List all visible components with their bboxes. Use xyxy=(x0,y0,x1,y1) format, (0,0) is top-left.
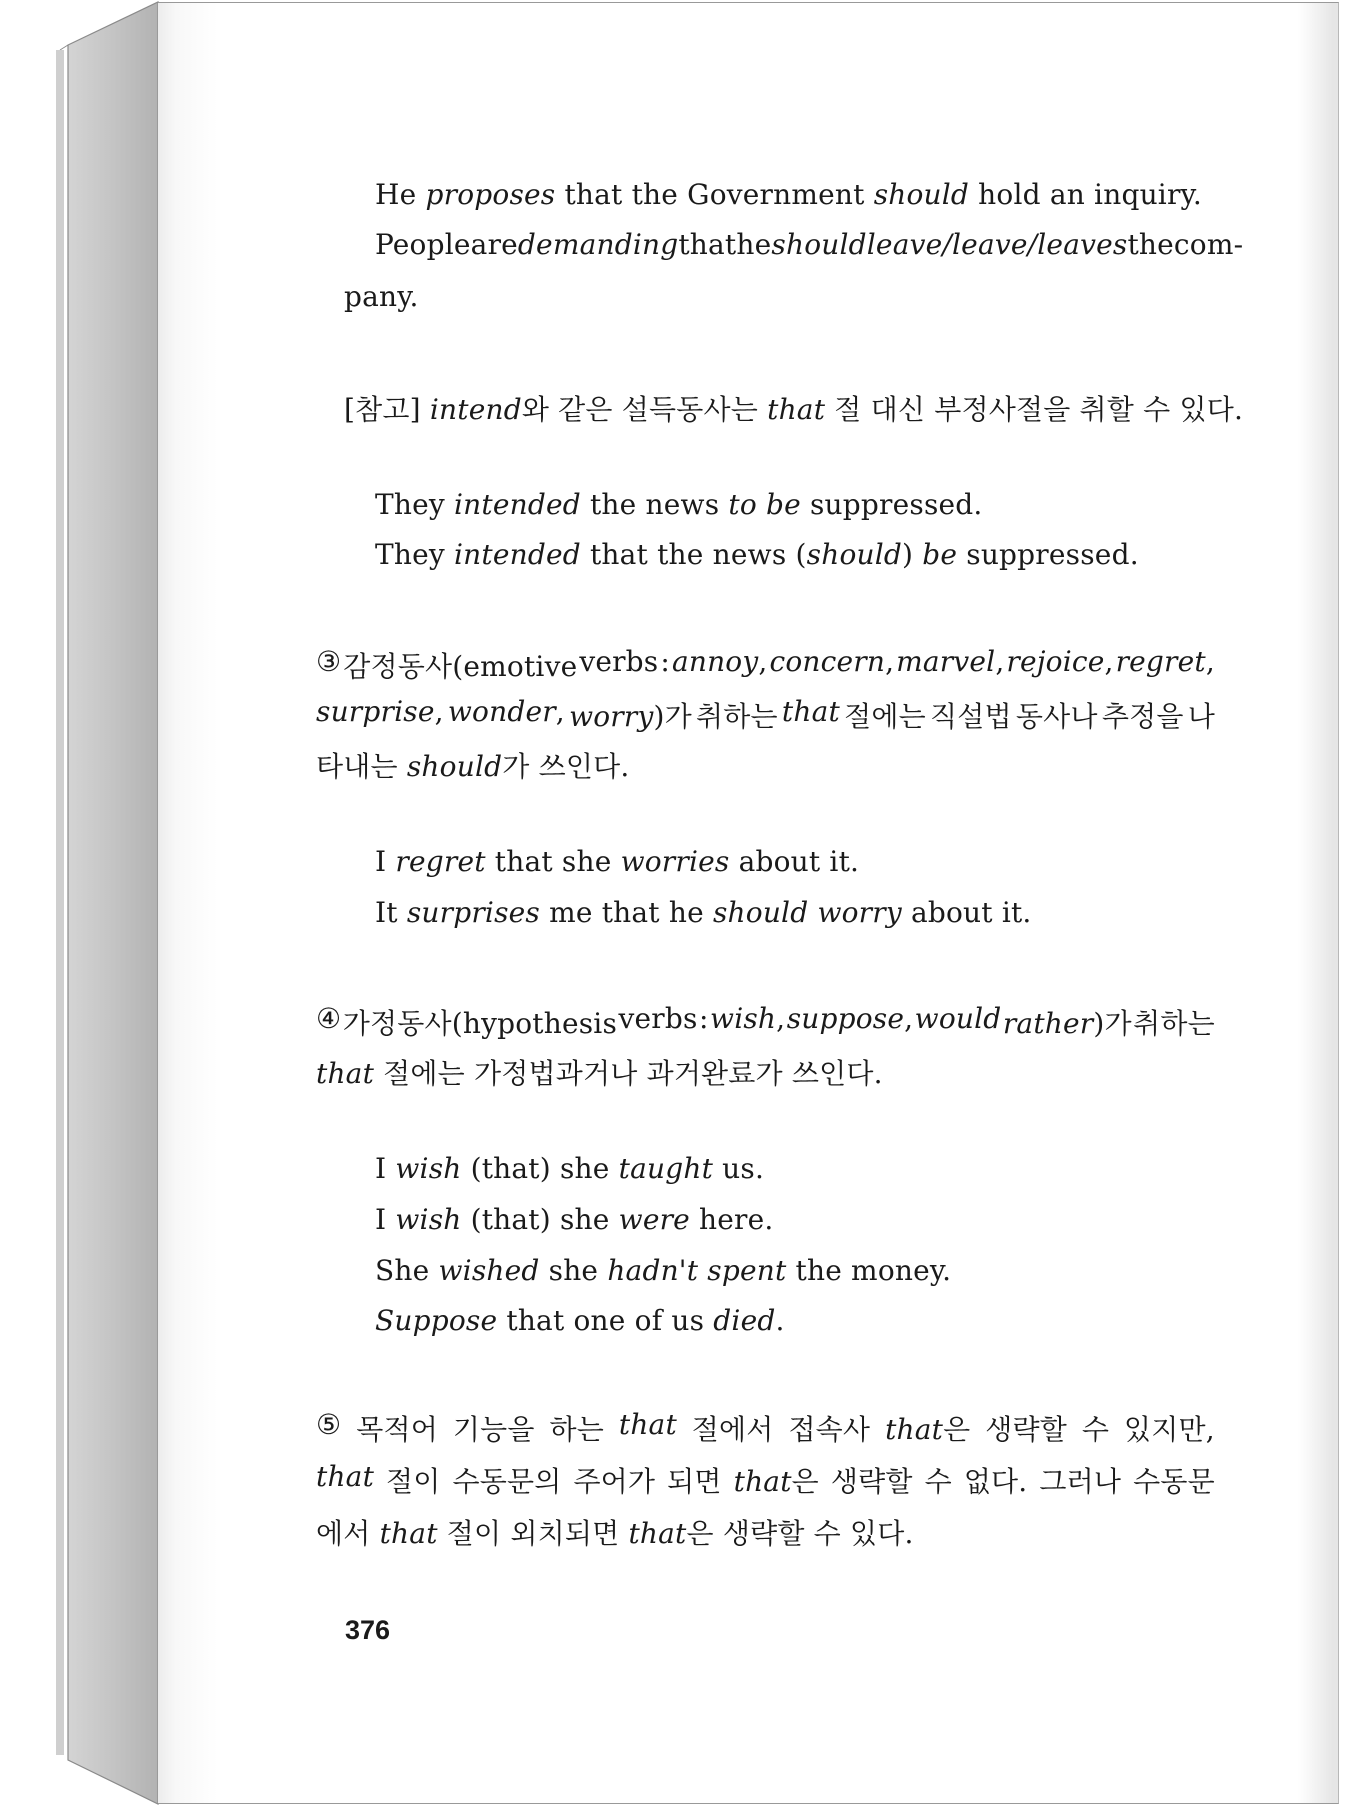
italic-run: that xyxy=(767,393,826,426)
word xyxy=(930,695,1012,735)
text-run: 있지만, xyxy=(1124,1413,1215,1446)
text-run: )가 xyxy=(1093,1007,1132,1040)
italic-run: concern xyxy=(769,645,886,678)
text-run: verbs xyxy=(618,1002,698,1035)
word xyxy=(343,1002,617,1042)
word xyxy=(771,228,866,261)
word xyxy=(316,1002,341,1042)
text-run: 와 같은 설득동사는 xyxy=(521,393,768,426)
italic-run: surprise xyxy=(316,695,435,728)
text-run: 생략할 xyxy=(985,1413,1067,1446)
italic-run: died xyxy=(713,1304,776,1337)
word xyxy=(316,1408,341,1448)
text-run: 감정동사(emotive xyxy=(343,650,578,683)
section5-line xyxy=(316,1460,1215,1500)
word xyxy=(925,1460,952,1500)
text-run: 수 xyxy=(1081,1413,1110,1446)
text-run: the news xyxy=(580,488,729,521)
text-run: 은 xyxy=(943,1413,971,1446)
text-run: 동사나 xyxy=(1015,700,1098,733)
text-run: They xyxy=(375,488,454,521)
italic-run: rejoice xyxy=(1006,645,1105,678)
text-run: com- xyxy=(1173,228,1244,261)
word xyxy=(788,1408,870,1448)
text-run: ④ xyxy=(316,1002,342,1035)
text-run: [참고] xyxy=(344,393,430,426)
italic-run: Suppose xyxy=(375,1304,498,1337)
text-run: , xyxy=(1104,645,1114,678)
text-run: 추정을 xyxy=(1101,700,1184,733)
word xyxy=(1037,228,1127,261)
text-run: 접속사 xyxy=(788,1413,871,1446)
italic-run: surprises xyxy=(406,896,540,929)
text-run: that the news ( xyxy=(580,538,807,571)
text-run: : xyxy=(698,1002,709,1035)
text-run: 취하는 xyxy=(696,700,778,733)
word xyxy=(867,228,943,261)
examples-d-line xyxy=(375,1254,951,1287)
text-run: , xyxy=(1205,645,1215,678)
word xyxy=(1006,645,1113,685)
word xyxy=(1174,228,1243,261)
word xyxy=(316,645,341,685)
examples-a-line xyxy=(344,280,419,313)
text-run: 수동문 xyxy=(1133,1465,1215,1498)
word xyxy=(885,1408,970,1448)
italic-run: annoy xyxy=(671,645,759,678)
text-run: 목적어 xyxy=(356,1413,438,1446)
text-run: 은 생략할 수 있다. xyxy=(686,1517,914,1550)
text-run: about it. xyxy=(729,845,860,878)
text-run: I xyxy=(375,1203,396,1236)
text-run: that the Government xyxy=(555,178,874,211)
italic-run: would xyxy=(914,1002,1002,1035)
examples-c-line xyxy=(375,845,859,878)
examples-a-line xyxy=(375,178,1202,211)
text-run: us. xyxy=(713,1152,765,1185)
text-run: 그러나 xyxy=(1039,1465,1122,1498)
word xyxy=(356,1408,438,1448)
italic-run: wished xyxy=(438,1254,540,1287)
text-run: I xyxy=(375,1152,396,1185)
section3-line xyxy=(316,745,629,785)
text-run: 직설법 xyxy=(930,700,1012,733)
word xyxy=(1028,228,1038,261)
text-run: ⑤ xyxy=(316,1408,342,1441)
word xyxy=(619,1408,677,1448)
text-run: )가 xyxy=(653,700,692,733)
word xyxy=(1116,645,1215,685)
word xyxy=(453,1408,535,1448)
word xyxy=(692,1408,774,1448)
italic-run: intended xyxy=(454,488,581,521)
text-run: 절에는 가정법과거나 과거완료가 쓰인다. xyxy=(374,1057,883,1090)
text-run: 절이 xyxy=(386,1465,441,1498)
italic-run: rather xyxy=(1002,1007,1094,1040)
italic-run: proposes xyxy=(425,178,556,211)
italic-run: that xyxy=(316,1057,375,1090)
word xyxy=(1133,1002,1215,1042)
text-run: that one of us xyxy=(497,1304,714,1337)
text-run: I xyxy=(375,845,396,878)
italic-run: intend xyxy=(429,393,522,426)
text-run: : xyxy=(660,645,670,678)
text-run: 수동문의 xyxy=(452,1465,562,1498)
text-run: , xyxy=(995,645,1005,678)
italic-run: were xyxy=(618,1203,690,1236)
text-run: It xyxy=(375,896,407,929)
word xyxy=(1003,1002,1132,1042)
text-run: , xyxy=(904,1002,914,1035)
text-run: , xyxy=(434,695,444,728)
text-run: 주어가 xyxy=(573,1465,656,1498)
word xyxy=(699,1002,709,1042)
examples-a-line xyxy=(375,228,1244,261)
text-run: verbs xyxy=(579,645,659,678)
italic-run: that xyxy=(618,1408,677,1441)
word xyxy=(660,645,670,685)
word xyxy=(1082,1408,1109,1448)
italic-run: marvel xyxy=(896,645,996,678)
italic-run: regret xyxy=(395,845,486,878)
word xyxy=(518,228,678,261)
text-run: me that he xyxy=(540,896,713,929)
text-run: ) xyxy=(902,538,923,571)
examples-c-line xyxy=(375,896,1032,929)
italic-run: intended xyxy=(454,538,581,571)
page-number: 376 xyxy=(345,1615,391,1645)
word xyxy=(678,228,736,261)
italic-run: / xyxy=(942,228,953,261)
word xyxy=(316,695,444,735)
text-run: 절에서 xyxy=(691,1413,774,1446)
text-run: , xyxy=(555,695,565,728)
word xyxy=(769,645,894,685)
text-run: (that) she xyxy=(461,1152,619,1185)
word xyxy=(1124,1408,1215,1448)
word xyxy=(736,228,771,261)
text-run: People xyxy=(375,228,471,261)
italic-run: that xyxy=(885,1413,944,1446)
word xyxy=(831,1460,913,1500)
word xyxy=(985,1408,1067,1448)
word xyxy=(1188,695,1215,735)
text-run: He xyxy=(375,178,426,211)
word xyxy=(1039,1460,1121,1500)
italic-run: wish xyxy=(395,1152,462,1185)
section5-line xyxy=(316,1408,1215,1448)
section3-line xyxy=(316,695,1215,735)
text-run: 되면 xyxy=(667,1465,722,1498)
italic-run: demanding xyxy=(517,228,679,261)
text-run: that she xyxy=(485,845,621,878)
italic-run: wish xyxy=(710,1002,777,1035)
word xyxy=(782,695,840,735)
word xyxy=(734,1460,819,1500)
text-run: she xyxy=(539,1254,608,1287)
italic-run: that xyxy=(379,1517,438,1550)
text-run: , xyxy=(776,1002,786,1035)
italic-run: be xyxy=(922,538,958,571)
text-run: 하는 xyxy=(549,1413,604,1446)
word xyxy=(471,228,518,261)
word xyxy=(1102,695,1184,735)
text-run: 절이 외치되면 xyxy=(437,1517,629,1550)
italic-run: worry xyxy=(569,700,654,733)
text-run: , xyxy=(758,645,768,678)
word xyxy=(787,1002,914,1042)
word xyxy=(452,1460,561,1500)
text-run: 나 xyxy=(1187,700,1215,733)
word xyxy=(618,1002,697,1042)
italic-run: hadn't spent xyxy=(607,1254,787,1287)
word xyxy=(549,1408,604,1448)
text-run: , xyxy=(885,645,895,678)
section4-line xyxy=(316,1052,883,1092)
word xyxy=(569,695,692,735)
section5-line xyxy=(316,1512,914,1552)
italic-run: suppose xyxy=(786,1002,905,1035)
text-run: 절 대신 부정사절을 취할 수 있다. xyxy=(825,393,1244,426)
text-run: 은 xyxy=(791,1465,819,1498)
word xyxy=(844,695,926,735)
text-run: She xyxy=(375,1254,439,1287)
word xyxy=(316,1460,374,1500)
word xyxy=(386,1460,441,1500)
text-run: 없다. xyxy=(963,1465,1028,1498)
text-run: (that) she xyxy=(461,1203,619,1236)
italic-run: should xyxy=(406,750,503,783)
word xyxy=(667,1460,722,1500)
text-run: 수 xyxy=(924,1465,952,1498)
word xyxy=(915,1002,1002,1042)
text-run: 절에는 xyxy=(844,700,926,733)
italic-run: should xyxy=(771,228,867,261)
italic-run: regret xyxy=(1115,645,1206,678)
italic-run: / xyxy=(1027,228,1038,261)
section3-line xyxy=(316,645,1215,685)
text-run: here. xyxy=(689,1203,774,1236)
word xyxy=(343,645,577,685)
text-run: the xyxy=(1127,228,1174,261)
examples-d-line xyxy=(375,1304,785,1337)
italic-run: should worry xyxy=(712,896,902,929)
word xyxy=(573,1460,655,1500)
text-run: 타내는 xyxy=(316,750,407,783)
italic-run: wonder xyxy=(447,695,556,728)
text-run: 기능을 xyxy=(452,1413,535,1446)
italic-run: to be xyxy=(728,488,801,521)
word xyxy=(579,645,658,685)
italic-run: taught xyxy=(618,1152,714,1185)
word xyxy=(942,228,952,261)
word xyxy=(696,695,778,735)
italic-run: should xyxy=(806,538,903,571)
italic-run: that xyxy=(781,695,840,728)
text-run: 취하는 xyxy=(1133,1007,1215,1040)
word xyxy=(1133,1460,1215,1500)
text-run: he xyxy=(736,228,772,261)
text-run: suppressed. xyxy=(800,488,983,521)
italic-run: that xyxy=(316,1460,375,1493)
text-run: hold an inquiry. xyxy=(969,178,1202,211)
word xyxy=(448,695,565,735)
text-run: 에서 xyxy=(316,1517,380,1550)
italic-run: worries xyxy=(620,845,730,878)
italic-run: leave xyxy=(866,228,943,261)
text-run: are xyxy=(470,228,518,261)
word xyxy=(896,645,1004,685)
text-run: suppressed. xyxy=(957,538,1139,571)
note-line xyxy=(344,388,1243,428)
text-run: 가 쓰인다. xyxy=(502,750,630,783)
word xyxy=(952,228,1028,261)
text-run: They xyxy=(375,538,454,571)
italic-run: leaves xyxy=(1037,228,1128,261)
examples-d-line xyxy=(375,1152,764,1185)
word xyxy=(964,1460,1028,1500)
section4-line xyxy=(316,1002,1215,1042)
text-run: the money. xyxy=(786,1254,952,1287)
italic-run: leave xyxy=(952,228,1028,261)
text-run: that xyxy=(678,228,737,261)
italic-run: that xyxy=(733,1465,792,1498)
examples-b-line xyxy=(375,538,1139,571)
word xyxy=(710,1002,785,1042)
italic-run: that xyxy=(628,1517,687,1550)
examples-b-line xyxy=(375,488,983,521)
text-run: 가정동사(hypothesis xyxy=(342,1007,618,1040)
italic-run: should xyxy=(873,178,970,211)
text-run: 생략할 xyxy=(830,1465,913,1498)
word xyxy=(672,645,768,685)
examples-d-line xyxy=(375,1203,774,1236)
text-run: pany. xyxy=(344,280,419,313)
word xyxy=(1127,228,1173,261)
italic-run: wish xyxy=(395,1203,462,1236)
text-run: . xyxy=(775,1304,785,1337)
word xyxy=(375,228,471,261)
text-run: about it. xyxy=(901,896,1032,929)
word xyxy=(1016,695,1098,735)
text-run: ③ xyxy=(316,645,342,678)
